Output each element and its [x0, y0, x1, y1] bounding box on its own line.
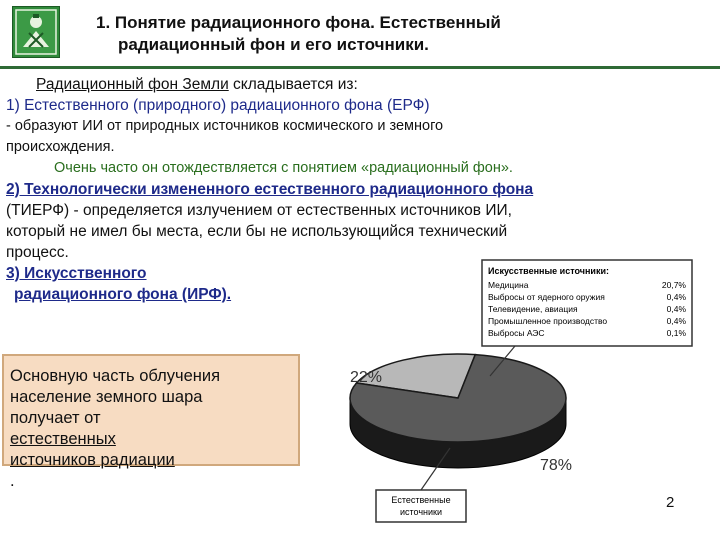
emblem-logo	[12, 6, 60, 58]
slice-label-natural: 78%	[540, 457, 573, 474]
title-line-2: радиационный фон и его источники.	[118, 35, 429, 54]
callout-line1: Основную часть облучения	[10, 367, 221, 385]
item3-title-line2: радиационного фона (ИРФ).	[14, 286, 232, 303]
breakdown-item-name: Промышленное производство	[488, 316, 608, 326]
breakdown-item-name: Выбросы АЭС	[488, 328, 545, 338]
intro-line	[6, 74, 706, 95]
callout-line4-end: .	[10, 472, 15, 490]
item2-desc-line3: процесс.	[6, 244, 69, 261]
pie-chart-svg	[330, 258, 720, 538]
slide-header	[0, 0, 720, 66]
callout-line3-underlined: естественных	[10, 430, 116, 448]
breakdown-item-name: Медицина	[488, 280, 529, 290]
callout-line4-underlined: источников радиации	[10, 451, 175, 469]
intro-underlined: Радиационный фон Земли	[36, 76, 229, 93]
item3-title-line1: 3) Искусственного	[6, 265, 147, 282]
header-divider	[0, 66, 720, 69]
callout-line2: население земного шара	[10, 388, 203, 406]
breakdown-item-value: 0,4%	[666, 304, 686, 314]
item1-desc-line1: - образуют ИИ от природных источников космического и земного	[6, 118, 444, 134]
pie-layer	[350, 354, 566, 468]
item2-title: 2) Технологически измененного естественного радиационного фона	[6, 181, 534, 198]
breakdown-item-name: Выбросы от ядерного оружия	[488, 292, 605, 302]
item1-desc-line2: происхождения.	[6, 139, 115, 155]
breakdown-item-value: 0,4%	[666, 292, 686, 302]
item1-title: 1) Естественного (природного) радиационного фона (ЕРФ)	[6, 97, 430, 114]
slide-number: 2	[666, 494, 675, 511]
title-line-1: 1. Понятие радиационного фона. Естественный	[96, 13, 501, 32]
breakdown-item-value: 0,1%	[666, 328, 686, 338]
item2-desc-line1: (ТИЕРФ) - определяется излучением от естественных источников ИИ,	[6, 202, 512, 219]
breakdown-item-value: 0,4%	[666, 316, 686, 326]
intro-rest: складывается из:	[228, 76, 358, 93]
callout-line3	[10, 408, 292, 450]
breakdown-item-value: 20,7%	[661, 280, 686, 290]
callout-line3-plain: получает от	[10, 409, 101, 427]
slice-label-artificial: 22%	[350, 369, 383, 386]
page-title	[96, 12, 696, 56]
natural-label-line1: Естественные	[391, 495, 451, 505]
callout-box	[2, 354, 300, 490]
callout-line4	[10, 450, 292, 492]
item2-desc-line2: который не имел бы места, если бы не использующийся технический	[6, 223, 508, 240]
breakdown-item-name: Телевидение, авиация	[488, 304, 578, 314]
breakdown-title: Искусственные источники:	[488, 266, 609, 276]
radiation-sources-chart	[330, 258, 720, 538]
natural-label-line2: источники	[399, 507, 443, 517]
item1-note: Очень часто он отождествляется с понятием «радиационный фон».	[54, 160, 513, 176]
